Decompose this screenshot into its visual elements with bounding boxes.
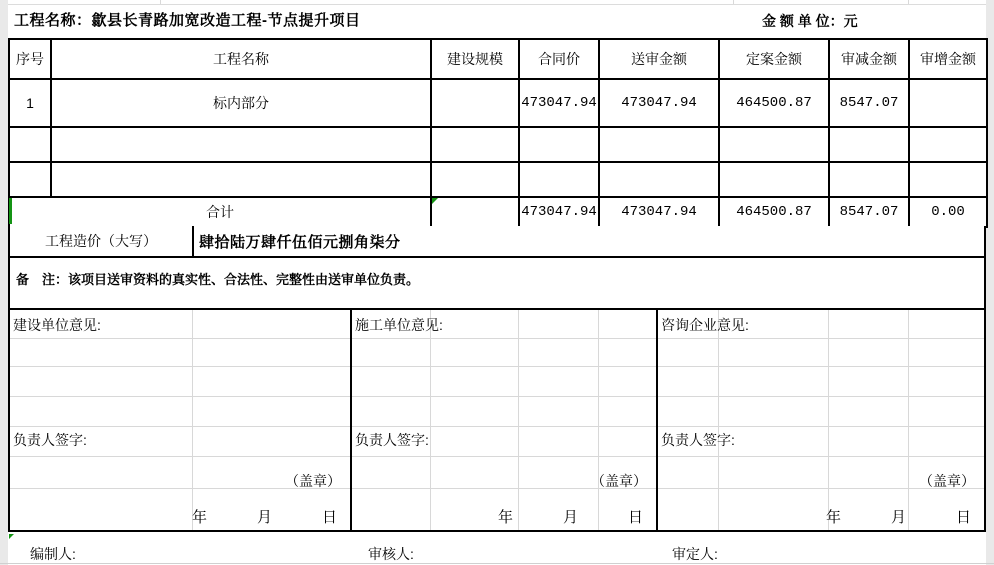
cell-scale[interactable] (431, 162, 519, 197)
header-cell-no[interactable]: 序号 (9, 39, 51, 79)
amount-unit-label: 金 额 单 位：元 (762, 13, 858, 29)
cell-no[interactable] (9, 162, 51, 197)
header-cell-increased-amount[interactable]: 审增金额 (909, 39, 987, 79)
cell-submitted-amount[interactable] (599, 127, 719, 162)
total-contract-price[interactable]: 473047.94 (519, 197, 599, 227)
owner-opinion-box[interactable] (10, 310, 352, 530)
grid-tick (160, 0, 161, 4)
cell-increased-amount[interactable] (909, 162, 987, 197)
cell-scale[interactable] (431, 127, 519, 162)
cell-finalized-amount[interactable] (719, 162, 829, 197)
consultant-sign-label: 负责人签字: (661, 432, 735, 448)
cell-contract-price[interactable] (519, 127, 599, 162)
cell-flag-marker (432, 198, 438, 204)
owner-opinion-label: 建设单位意见: (13, 317, 101, 333)
header-cell-project-name[interactable]: 工程名称 (51, 39, 431, 79)
total-increased-amount[interactable]: 0.00 (909, 197, 987, 227)
total-reduced-amount[interactable]: 8547.07 (829, 197, 909, 227)
total-submitted-amount[interactable]: 473047.94 (599, 197, 719, 227)
opinions-section (8, 310, 986, 532)
header-cell-reduced-amount[interactable]: 审减金额 (829, 39, 909, 79)
header-cell-scale[interactable]: 建设规模 (431, 39, 519, 79)
consultant-date-line (826, 506, 971, 527)
year-label: 年 (497, 509, 513, 526)
month-label: 月 (890, 509, 906, 526)
owner-seal-label: （盖章） (285, 473, 341, 489)
total-scale-cell[interactable] (431, 197, 519, 227)
cell-project-name[interactable]: 标内部分 (51, 79, 431, 127)
cell-no[interactable]: 1 (9, 79, 51, 127)
bottom-gridline (0, 563, 994, 564)
cell-project-name[interactable] (51, 162, 431, 197)
consultant-seal-label: （盖章） (919, 473, 975, 489)
table-row (9, 79, 987, 127)
cell-reduced-amount[interactable]: 8547.07 (829, 79, 909, 127)
year-label: 年 (191, 509, 207, 526)
contractor-seal-label: （盖章） (591, 473, 647, 489)
header-cell-finalized-amount[interactable]: 定案金额 (719, 39, 829, 79)
cell-project-name[interactable] (51, 127, 431, 162)
total-finalized-amount[interactable]: 464500.87 (719, 197, 829, 227)
cell-increased-amount[interactable] (909, 79, 987, 127)
title-row (8, 5, 986, 38)
approver-label: 审定人: (672, 546, 718, 562)
cell-increased-amount[interactable] (909, 127, 987, 162)
note-row (8, 258, 986, 310)
summary-table (8, 38, 988, 228)
header-cell-submitted-amount[interactable]: 送审金额 (599, 39, 719, 79)
month-label: 月 (562, 509, 578, 526)
cost-in-words-value[interactable]: 肆拾陆万肆仟伍佰元捌角柒分 (199, 233, 401, 251)
signers-footer-row (8, 532, 986, 565)
contractor-opinion-label: 施工单位意见: (355, 317, 443, 333)
day-label: 日 (321, 509, 337, 526)
note-text: 备 注：该项目送审资料的真实性、合法性、完整性由送审单位负责。 (16, 272, 420, 287)
table-header-row (9, 39, 987, 79)
cell-reduced-amount[interactable] (829, 162, 909, 197)
contractor-opinion-box[interactable] (352, 310, 658, 530)
day-label: 日 (955, 509, 971, 526)
contractor-sign-label: 负责人签字: (355, 432, 429, 448)
cell-finalized-amount[interactable]: 464500.87 (719, 79, 829, 127)
cell-contract-price[interactable]: 473047.94 (519, 79, 599, 127)
header-cell-contract-price[interactable]: 合同价 (519, 39, 599, 79)
preparer-label: 编制人: (30, 546, 76, 562)
cell-contract-price[interactable] (519, 162, 599, 197)
cell-finalized-amount[interactable] (719, 127, 829, 162)
cell-scale[interactable] (431, 79, 519, 127)
total-label-cell[interactable]: 合计 (9, 197, 431, 227)
total-row (9, 197, 987, 227)
grid-tick (733, 0, 734, 4)
cell-no[interactable] (9, 127, 51, 162)
cell-submitted-amount[interactable]: 473047.94 (599, 79, 719, 127)
consultant-opinion-box[interactable] (658, 310, 984, 530)
day-label: 日 (627, 509, 643, 526)
cell-flag-marker (9, 534, 14, 539)
selection-marker (9, 198, 12, 224)
grid-tick (908, 0, 909, 4)
consultant-opinion-label: 咨询企业意见: (661, 317, 749, 333)
project-name-label: 工程名称：歙县长青路加宽改造工程-节点提升项目 (14, 12, 361, 29)
month-label: 月 (256, 509, 272, 526)
owner-date-line (192, 506, 337, 527)
cell-submitted-amount[interactable] (599, 162, 719, 197)
cell-reduced-amount[interactable] (829, 127, 909, 162)
cost-in-words-label: 工程造价（大写） (10, 226, 194, 256)
left-margin (0, 0, 8, 565)
cost-in-words-row (8, 226, 986, 258)
year-label: 年 (825, 509, 841, 526)
contractor-date-line (498, 506, 643, 527)
owner-sign-label: 负责人签字: (13, 432, 87, 448)
table-row (9, 127, 987, 162)
table-row (9, 162, 987, 197)
reviewer-label: 审核人: (368, 546, 414, 562)
